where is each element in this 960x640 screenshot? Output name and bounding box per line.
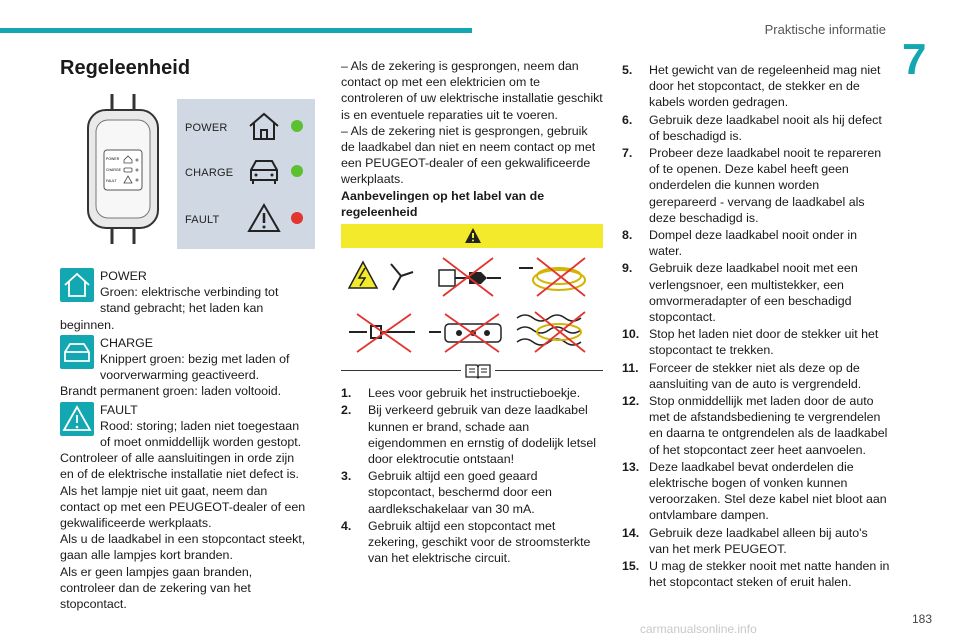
electric-shock-icon — [349, 262, 413, 290]
list-item: 13. Deze laadkabel bevat onderdelen die elektrische bogen of vonken kunnen veroorzaken. Stel deze kabel niet bloot aan ontvlambare dampen. — [622, 459, 887, 523]
legend-title-charge: CHARGE — [100, 335, 154, 350]
column-2 — [341, 58, 603, 567]
charge-status-dot — [291, 165, 303, 177]
label-pictograms — [341, 254, 603, 366]
list-item: 2. Bij verkeerd gebruik van deze laadkabel kunnen er brand, schade aan eigendommen en ernstig of dodelijk letsel door elektrocutie ontstaan! — [341, 403, 596, 467]
device-label-power: POWER — [106, 157, 120, 161]
header-accent-bar — [0, 28, 472, 33]
device-label-charge: CHARGE — [106, 168, 121, 172]
chapter-number: 7 — [902, 35, 927, 84]
warning-triangle-icon — [247, 203, 281, 233]
list-item: 8. Dompel deze laadkabel nooit onder in water. — [622, 228, 858, 259]
watermark: carmanualsonline.info — [640, 622, 757, 636]
legend-text-fault: Rood: storing; laden niet toegestaan of moet onmiddellijk worden gestopt. Controleer of alle aansluitingen in orde zijn en of de elektrische installatie niet defect is. Als het lampje niet uit gaat, neem dan contact op met een PEUGEOT-dealer of een gekwalificeerde werkplaats. Als u de laadkabel in een stopcontact steekt, gaan alle lampjes kort branden. Als er geen lampjes gaan branden, controleer dan de zekering van het stopcontact. — [60, 418, 306, 612]
section-title: Regeleenheid — [60, 57, 191, 79]
list-item: 7. Probeer deze laadkabel nooit te repareren of te openen. Deze kabel heeft geen onderdelen die kunnen worden gerepareerd - vervang de laadkabel als deze beschadigd is. — [622, 146, 882, 225]
dash-item-fuse-blown: – Als de zekering is gesprongen, neem dan contact op met een elektricien om te controleren of uw elektrische installatie geschikt is en eventuele reparaties uit te voeren. — [341, 59, 603, 122]
pictogram-separator — [341, 370, 603, 385]
control-unit-figures — [60, 94, 310, 254]
panel-label-fault: FAULT — [185, 214, 220, 226]
legend-charge — [60, 335, 310, 400]
label-recommendations-list-b — [622, 62, 890, 591]
legend-title-fault: FAULT — [100, 402, 138, 417]
status-panel — [177, 99, 315, 249]
legend-text-power: Groen: elektrische verbinding tot stand gebracht; het laden kan beginnen. — [60, 285, 279, 332]
warning-triangle-icon — [464, 227, 482, 244]
fault-status-dot — [291, 212, 303, 224]
car-icon — [60, 335, 94, 369]
legend-power — [60, 268, 310, 333]
list-item: 3. Gebruik altijd een goed geaard stopcontact, beschermd door een aardlekschakelaar van 30 mA. — [341, 469, 552, 516]
panel-row-fault — [185, 203, 309, 233]
list-item: 6. Gebruik deze laadkabel nooit als hij defect of beschadigd is. — [622, 112, 882, 143]
device-label-fault: FAULT — [106, 179, 117, 183]
list-item: 12. Stop onmiddellijk met laden door de auto met de afstandsbediening te vergrendelen en daarna te ontgrendelen als de laadkabel of het stopcontact zeer heet aanvoelen. — [622, 394, 888, 457]
no-cable-over-heat-icon — [517, 312, 585, 352]
house-icon — [60, 268, 94, 302]
no-multi-socket-icon — [429, 314, 501, 352]
no-extension-plug-icon — [439, 258, 501, 296]
column-1 — [60, 56, 310, 614]
legend-title-power: POWER — [100, 269, 147, 283]
car-icon — [247, 156, 281, 186]
list-item: 14. Gebruik deze laadkabel alleen bij auto's van het merk PEUGEOT. — [622, 525, 868, 556]
running-header: Praktische informatie — [764, 22, 886, 37]
list-item: 5. Het gewicht van de regeleenheid mag niet door het stopcontact, de stekker en de kabels worden gedragen. — [622, 63, 881, 110]
legend-fault — [60, 402, 310, 613]
list-item: 1. Lees voor gebruik het instructieboekje. — [341, 386, 581, 401]
list-item: 4. Gebruik altijd een stopcontact met zekering, geschikt voor de stroomsterkte van het elektrische circuit. — [341, 518, 591, 566]
no-coiled-cable-icon — [519, 258, 585, 296]
list-item: 10. Stop het laden niet door de stekker uit het stopcontact te trekken. — [622, 327, 879, 358]
control-unit-device-illustration — [82, 94, 164, 244]
column-3 — [622, 62, 890, 592]
panel-label-power: POWER — [185, 122, 228, 134]
panel-label-charge: CHARGE — [185, 167, 234, 179]
house-icon — [247, 111, 281, 141]
label-recommendations-list-a — [341, 385, 603, 566]
warning-triangle-icon — [60, 402, 94, 436]
list-item: 9. Gebruik deze laadkabel nooit met een verlengsnoer, een multistekker, een omvormeradapter of een beschadigd stopcontact. — [622, 261, 858, 325]
label-recommendations-heading: Aanbevelingen op het label van de regeleenheid — [341, 188, 545, 219]
legend-text-charge: Knippert groen: bezig met laden of voorverwarming geactiveerd. Brandt permanent groen: laden voltooid. — [60, 352, 290, 399]
list-item: 15. U mag de stekker nooit met natte handen in het stopcontact steken of eruit halen. — [622, 559, 890, 590]
dash-item-fuse-ok: – Als de zekering niet is gesprongen, gebruik de laadkabel dan niet en neem contact op met een PEUGEOT-dealer of een gekwalificeerde werkplaats. — [341, 123, 596, 187]
no-adapter-icon — [349, 314, 415, 352]
list-item: 11. Forceer de stekker niet als deze op de aansluiting van de auto is vergrendeld. — [622, 360, 862, 391]
panel-row-charge — [185, 156, 309, 186]
panel-row-power — [185, 111, 309, 141]
power-status-dot — [291, 120, 303, 132]
label-warning-band — [341, 224, 603, 248]
page-number: 183 — [911, 612, 932, 626]
instruction-book-icon — [461, 363, 495, 379]
